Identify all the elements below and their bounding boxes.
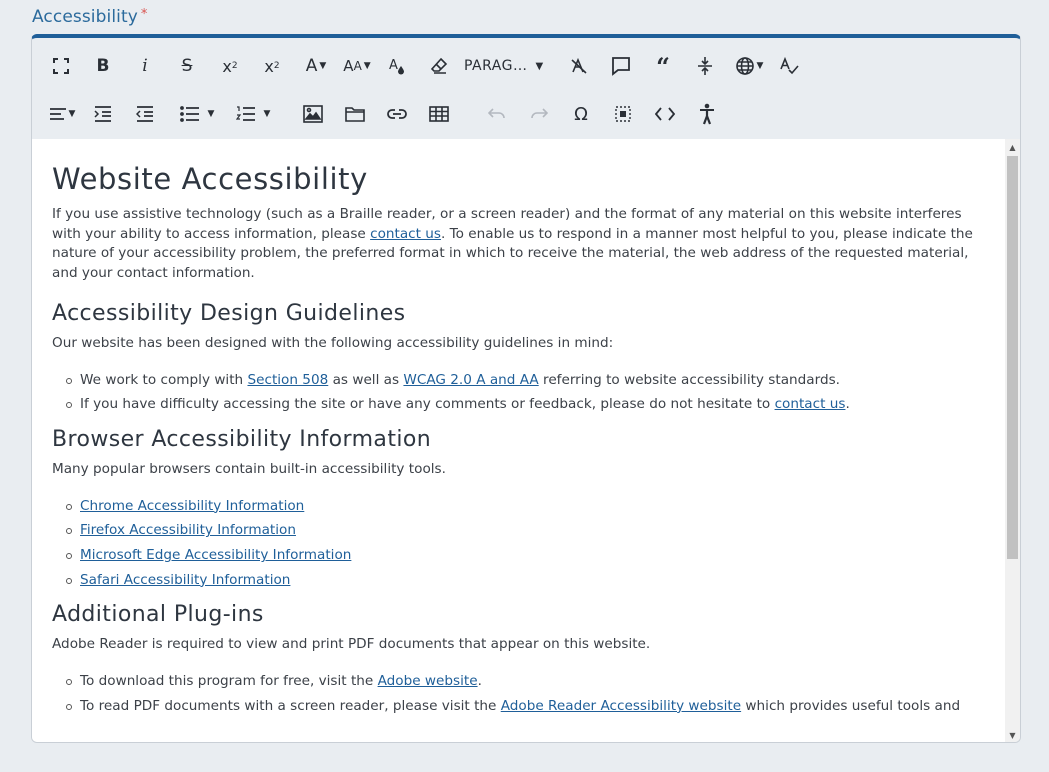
bulleted-list-dropdown-icon[interactable]: ▼	[174, 99, 220, 129]
numbered-list-dropdown-icon[interactable]: ▼	[230, 99, 276, 129]
heading-design-guidelines: Accessibility Design Guidelines	[52, 300, 406, 326]
insert-link-icon[interactable]	[384, 99, 410, 129]
list-item-text: .	[477, 673, 482, 690]
font-size-dropdown-icon[interactable]: A A ▼	[343, 57, 371, 75]
list-item-text: as well as	[328, 371, 404, 388]
plugins-list	[52, 672, 985, 716]
safari-accessibility-link[interactable]: Safari Accessibility Information	[80, 571, 291, 588]
select-all-icon[interactable]	[610, 99, 636, 129]
bold-icon[interactable]: B	[96, 56, 110, 76]
browser-accessibility-text: Many popular browsers contain built-in accessibility tools.	[52, 460, 446, 477]
comment-icon[interactable]	[608, 51, 634, 81]
heading-additional-plugins: Additional Plug-ins	[52, 602, 264, 628]
contact-us-link-2[interactable]: contact us	[774, 396, 846, 413]
design-guidelines-text: Our website has been designed with the following accessibility guidelines in mind:	[52, 334, 614, 351]
redo-icon[interactable]	[526, 99, 552, 129]
editor-content-area[interactable]	[32, 139, 1005, 743]
intro-text-1: If you use assistive technology (such as a Braille reader, or a screen reader) and the format of any material on this website interferes with your ability to access information, please	[52, 206, 962, 242]
list-item-text: To read PDF documents with a screen reader, please visit the	[80, 697, 501, 714]
spellcheck-icon[interactable]	[776, 51, 802, 81]
field-label-text: Accessibility	[32, 7, 138, 27]
section-508-link[interactable]: Section 508	[247, 371, 329, 388]
insert-image-icon[interactable]	[300, 99, 326, 129]
font-color-dropdown-icon[interactable]: A ▼	[305, 56, 327, 76]
list-item-text: To download this program for free, visit the	[80, 673, 378, 690]
list-item-text: If you have difficulty accessing the site or have any comments or feedback, please do not hesitate to	[80, 396, 775, 413]
heading-browser-accessibility: Browser Accessibility Information	[52, 426, 432, 452]
special-characters-omega-icon[interactable]: Ω	[574, 103, 588, 125]
list-item	[80, 395, 985, 415]
strikethrough-icon[interactable]: S	[181, 56, 193, 76]
outdent-icon[interactable]	[132, 99, 158, 129]
adobe-reader-accessibility-link[interactable]: Adobe Reader Accessibility website	[500, 697, 742, 714]
undo-icon[interactable]	[484, 99, 510, 129]
file-manager-folder-icon[interactable]	[342, 99, 368, 129]
adobe-website-link[interactable]: Adobe website	[377, 673, 478, 690]
fullscreen-icon[interactable]	[48, 51, 74, 81]
list-item	[80, 371, 985, 391]
blockquote-icon[interactable]: “	[656, 51, 670, 81]
list-item-text: .	[845, 396, 850, 413]
toolbar-row-2	[32, 90, 1020, 138]
firefox-accessibility-link[interactable]: Firefox Accessibility Information	[80, 522, 296, 539]
svg-text:A: A	[389, 58, 398, 73]
list-item	[80, 672, 985, 692]
list-item	[80, 571, 985, 591]
wcag-link[interactable]: WCAG 2.0 A and AA	[403, 371, 539, 388]
chevron-down-icon: ▼	[535, 60, 544, 72]
paragraph-format-select[interactable]	[464, 51, 554, 81]
list-item-text: We work to comply with	[80, 371, 248, 388]
code-view-icon[interactable]	[652, 99, 678, 129]
indent-icon[interactable]	[90, 99, 116, 129]
list-item	[80, 497, 985, 517]
list-item-text: referring to website accessibility standards.	[538, 371, 840, 388]
list-item	[80, 546, 985, 566]
edge-accessibility-link[interactable]: Microsoft Edge Accessibility Information	[80, 547, 352, 564]
scroll-down-arrow-icon[interactable]: ▼	[1009, 730, 1016, 740]
superscript-icon[interactable]: x 2	[264, 56, 280, 76]
italic-icon[interactable]: i	[142, 56, 148, 76]
toolbar-row-1	[32, 42, 1020, 90]
eraser-icon[interactable]	[426, 51, 452, 81]
intro-text-2: . To enable us to respond in a manner most helpful to you, please indicate the nature of your accessibility problem, the preferred format in which to receive the material, the web address of the requested material, and your contact information.	[52, 225, 973, 282]
chrome-accessibility-link[interactable]: Chrome Accessibility Information	[80, 497, 305, 514]
list-item-text: which provides useful tools and	[741, 697, 961, 714]
list-item	[80, 521, 985, 541]
scrollbar-thumb[interactable]	[1007, 156, 1018, 559]
language-globe-icon[interactable]: ▼	[732, 51, 766, 81]
design-guidelines-list	[52, 371, 985, 415]
vertical-scrollbar[interactable]	[1005, 139, 1020, 743]
list-item	[80, 697, 985, 717]
heading-website-accessibility: Website Accessibility	[52, 162, 368, 196]
scroll-up-arrow-icon[interactable]: ▲	[1009, 142, 1016, 152]
insert-table-icon[interactable]	[426, 99, 452, 129]
paragraph-format-value: PARAG…	[464, 58, 528, 74]
insert-horizontal-line-icon[interactable]	[692, 51, 718, 81]
highlight-color-icon[interactable]	[384, 51, 410, 81]
field-label	[32, 7, 148, 27]
intro-paragraph	[52, 205, 985, 284]
required-mark: *	[140, 7, 148, 22]
plugins-text: Adobe Reader is required to view and print PDF documents that appear on this website.	[52, 636, 651, 653]
browser-links-list	[52, 497, 985, 591]
accessibility-person-icon[interactable]	[694, 99, 720, 129]
subscript-icon[interactable]: x 2	[222, 56, 238, 76]
clear-formatting-icon[interactable]	[566, 51, 592, 81]
rich-text-editor	[31, 34, 1021, 743]
contact-us-link[interactable]: contact us	[370, 225, 441, 242]
align-dropdown-icon[interactable]: ▼	[46, 99, 78, 129]
